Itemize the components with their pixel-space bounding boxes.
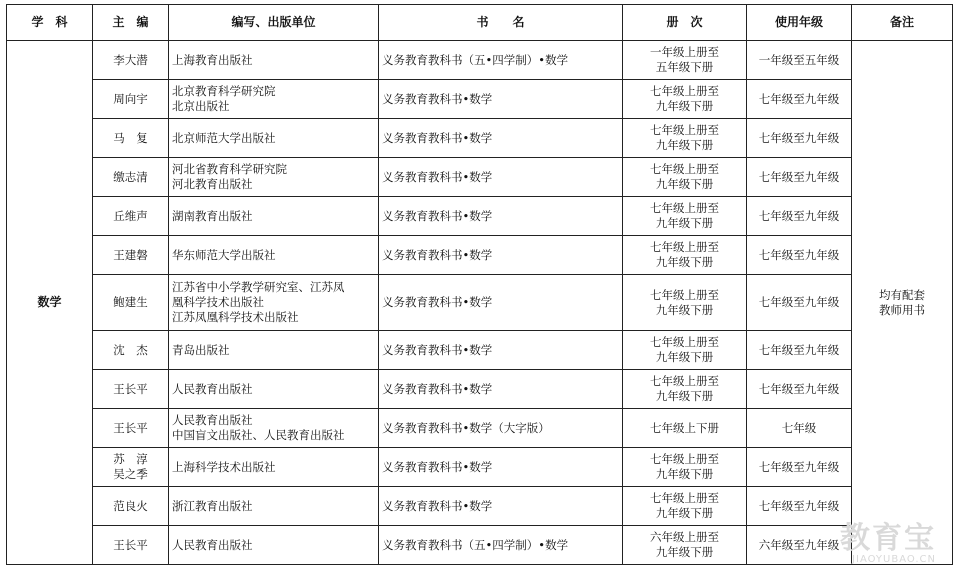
publisher-cell: 人民教育出版社 xyxy=(169,526,379,565)
title-cell: 义务教育教科书•数学 xyxy=(379,158,623,197)
table-row xyxy=(7,487,953,526)
title-cell: 义务教育教科书•数学（大字版） xyxy=(379,409,623,448)
watermark-sub: JIAOYUBAO.CN xyxy=(852,554,936,565)
title-cell: 义务教育教科书•数学 xyxy=(379,236,623,275)
volumes-cell: 七年级上下册 xyxy=(623,409,747,448)
publisher-cell: 华东师范大学出版社 xyxy=(169,236,379,275)
volumes-cell: 七年级上册至 九年级下册 xyxy=(623,158,747,197)
publisher-cell: 湖南教育出版社 xyxy=(169,197,379,236)
publisher-cell: 北京教育科学研究院 北京出版社 xyxy=(169,80,379,119)
subject-cell: 数学 xyxy=(7,41,93,565)
header-remark: 备注 xyxy=(852,5,953,41)
header-grades: 使用年级 xyxy=(747,5,852,41)
title-cell: 义务教育教科书（五•四学制）•数学 xyxy=(379,41,623,80)
publisher-cell: 上海教育出版社 xyxy=(169,41,379,80)
title-cell: 义务教育教科书•数学 xyxy=(379,80,623,119)
header-subject: 学 科 xyxy=(7,5,93,41)
grades-cell: 七年级至九年级 xyxy=(747,80,852,119)
editor-cell: 王长平 xyxy=(93,409,169,448)
editor-cell: 王长平 xyxy=(93,526,169,565)
header-title: 书 名 xyxy=(379,5,623,41)
watermark-main: 教育宝 xyxy=(840,521,936,556)
editor-cell: 周向宇 xyxy=(93,80,169,119)
volumes-cell: 七年级上册至 九年级下册 xyxy=(623,370,747,409)
remark-cell: 均有配套 教师用书 xyxy=(852,41,953,565)
publisher-cell: 江苏省中小学教学研究室、江苏凤 凰科学技术出版社 江苏凤凰科学技术出版社 xyxy=(169,275,379,331)
table-row xyxy=(7,331,953,370)
volumes-cell: 七年级上册至 九年级下册 xyxy=(623,331,747,370)
table-row xyxy=(7,158,953,197)
header-publisher: 编写、出版单位 xyxy=(169,5,379,41)
volumes-cell: 七年级上册至 九年级下册 xyxy=(623,487,747,526)
header-editor: 主 编 xyxy=(93,5,169,41)
publisher-cell: 人民教育出版社 xyxy=(169,370,379,409)
editor-cell: 苏 淳 吴之季 xyxy=(93,448,169,487)
grades-cell: 七年级 xyxy=(747,409,852,448)
volumes-cell: 七年级上册至 九年级下册 xyxy=(623,119,747,158)
editor-cell: 王长平 xyxy=(93,370,169,409)
title-cell: 义务教育教科书•数学 xyxy=(379,487,623,526)
table-row xyxy=(7,370,953,409)
title-cell: 义务教育教科书（五•四学制）•数学 xyxy=(379,526,623,565)
table-row xyxy=(7,526,953,565)
publisher-cell: 人民教育出版社 中国盲文出版社、人民教育出版社 xyxy=(169,409,379,448)
publisher-cell: 上海科学技术出版社 xyxy=(169,448,379,487)
volumes-cell: 七年级上册至 九年级下册 xyxy=(623,275,747,331)
grades-cell: 七年级至九年级 xyxy=(747,119,852,158)
table-row xyxy=(7,409,953,448)
textbook-table xyxy=(6,4,953,565)
volumes-cell: 六年级上册至 九年级下册 xyxy=(623,526,747,565)
table-row xyxy=(7,197,953,236)
grades-cell: 七年级至九年级 xyxy=(747,448,852,487)
grades-cell: 七年级至九年级 xyxy=(747,370,852,409)
grades-cell: 七年级至九年级 xyxy=(747,331,852,370)
volumes-cell: 七年级上册至 九年级下册 xyxy=(623,448,747,487)
grades-cell: 七年级至九年级 xyxy=(747,275,852,331)
title-cell: 义务教育教科书•数学 xyxy=(379,331,623,370)
header-row xyxy=(7,5,953,41)
editor-cell: 丘维声 xyxy=(93,197,169,236)
grades-cell: 一年级至五年级 xyxy=(747,41,852,80)
table-row xyxy=(7,41,953,80)
table-row xyxy=(7,80,953,119)
title-cell: 义务教育教科书•数学 xyxy=(379,119,623,158)
table-row xyxy=(7,275,953,331)
grades-cell: 六年级至九年级 xyxy=(747,526,852,565)
editor-cell: 范良火 xyxy=(93,487,169,526)
publisher-cell: 浙江教育出版社 xyxy=(169,487,379,526)
header-volumes: 册 次 xyxy=(623,5,747,41)
grades-cell: 七年级至九年级 xyxy=(747,236,852,275)
grades-cell: 七年级至九年级 xyxy=(747,158,852,197)
volumes-cell: 七年级上册至 九年级下册 xyxy=(623,80,747,119)
editor-cell: 王建磐 xyxy=(93,236,169,275)
publisher-cell: 河北省教育科学研究院 河北教育出版社 xyxy=(169,158,379,197)
editor-cell: 李大潜 xyxy=(93,41,169,80)
editor-cell: 缴志清 xyxy=(93,158,169,197)
editor-cell: 沈 杰 xyxy=(93,331,169,370)
grades-cell: 七年级至九年级 xyxy=(747,197,852,236)
publisher-cell: 北京师范大学出版社 xyxy=(169,119,379,158)
table-row xyxy=(7,236,953,275)
table-row xyxy=(7,119,953,158)
volumes-cell: 七年级上册至 九年级下册 xyxy=(623,197,747,236)
volumes-cell: 七年级上册至 九年级下册 xyxy=(623,236,747,275)
editor-cell: 鲍建生 xyxy=(93,275,169,331)
title-cell: 义务教育教科书•数学 xyxy=(379,197,623,236)
volumes-cell: 一年级上册至 五年级下册 xyxy=(623,41,747,80)
publisher-cell: 青岛出版社 xyxy=(169,331,379,370)
editor-cell: 马 复 xyxy=(93,119,169,158)
title-cell: 义务教育教科书•数学 xyxy=(379,370,623,409)
title-cell: 义务教育教科书•数学 xyxy=(379,275,623,331)
grades-cell: 七年级至九年级 xyxy=(747,487,852,526)
table-row xyxy=(7,448,953,487)
title-cell: 义务教育教科书•数学 xyxy=(379,448,623,487)
